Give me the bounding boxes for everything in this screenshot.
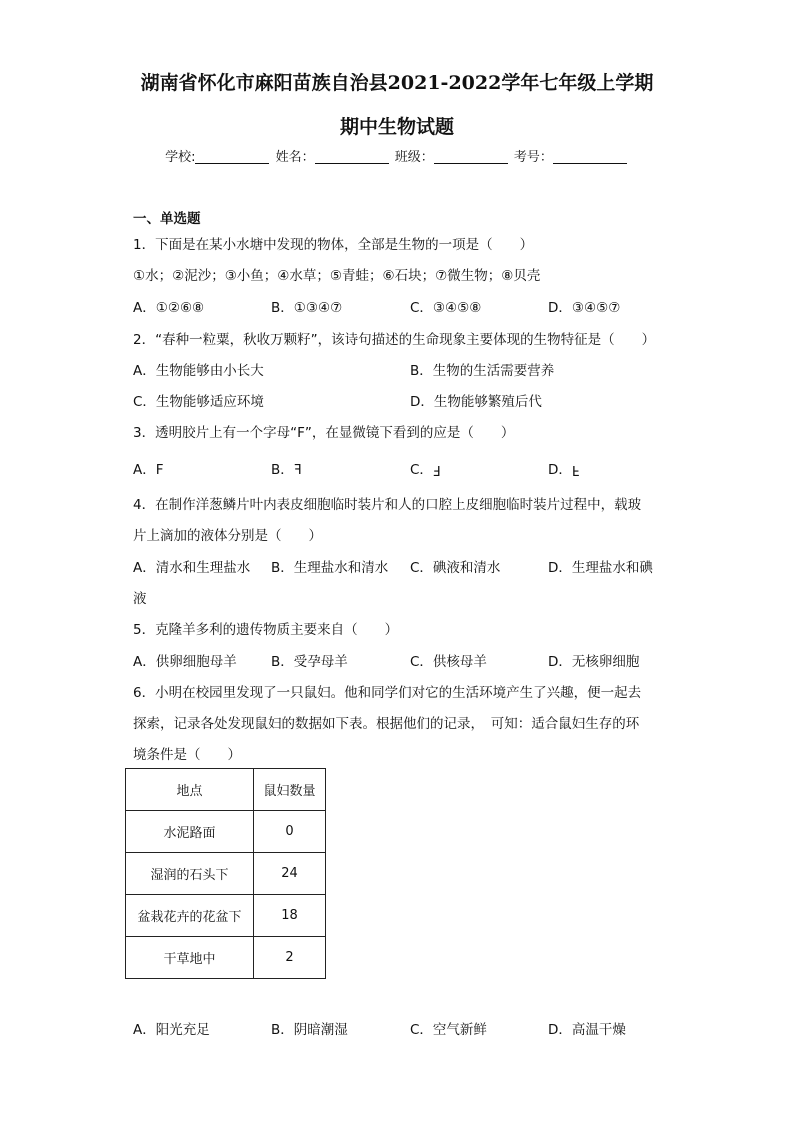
q6-stem-line2: 探索，记录各处发现鼠妇的数据如下表。根据他们的记录， 可知：适合鼠妇生存的环 — [133, 716, 640, 732]
q1-items: ①水；②泥沙；③小鱼；④水草；⑤青蛙；⑥石块；⑦微生物；⑧贝壳 — [133, 268, 541, 284]
q4-option-d-wrap: 液 — [133, 591, 147, 607]
q6-option-c[interactable]: C．空气新鲜 — [410, 1022, 487, 1038]
q6-stem-line3: 境条件是（ ） — [133, 747, 241, 763]
q4-option-d[interactable]: D．生理盐水和碘 — [548, 560, 653, 576]
q4-option-b[interactable]: B．生理盐水和清水 — [271, 560, 389, 576]
q1-stem: 1．下面是在某小水塘中发现的物体，全部是生物的一项是（ ） — [133, 237, 534, 253]
table-header-location: 地点 — [126, 769, 254, 811]
q2-option-b[interactable]: B．生物的生活需要营养 — [410, 363, 555, 379]
q3-option-b-prefix: B． — [271, 462, 294, 478]
table-header-count: 鼠妇数量 — [254, 769, 326, 811]
table-cell-count: 24 — [254, 853, 326, 895]
table-row — [126, 853, 326, 895]
q1-option-b[interactable]: B．①③④⑦ — [271, 300, 343, 316]
q2-option-c[interactable]: C．生物能够适应环境 — [133, 394, 264, 410]
table-cell-location: 湿润的石头下 — [126, 853, 254, 895]
q6-option-a[interactable]: A．阳光充足 — [133, 1022, 210, 1038]
table-row — [126, 895, 326, 937]
q3-stem: 3．透明胶片上有一个字母“F”，在显微镜下看到的应是（ ） — [133, 425, 515, 441]
exam-title-line2: 期中生物试题 — [339, 116, 454, 138]
q3-option-d-glyph: F — [571, 462, 580, 478]
name-field[interactable] — [315, 149, 389, 164]
q1-option-d[interactable]: D．③④⑤⑦ — [548, 300, 621, 316]
table-cell-location: 盆栽花卉的花盆下 — [126, 895, 254, 937]
q3-option-c-prefix: C． — [410, 462, 433, 478]
q3-option-b-glyph: F — [293, 462, 302, 478]
q1-option-c[interactable]: C．③④⑤⑧ — [410, 300, 482, 316]
q3-option-d[interactable] — [548, 458, 580, 478]
table-row — [126, 937, 326, 979]
q3-option-a[interactable] — [133, 458, 164, 478]
q5-option-d[interactable]: D．无核卵细胞 — [548, 654, 640, 670]
table-header-row — [126, 769, 326, 811]
q3-option-b[interactable] — [271, 458, 302, 478]
q4-stem-line1: 4．在制作洋葱鳞片叶内表皮细胞临时装片和人的口腔上皮细胞临时装片过程中，载玻 — [133, 497, 642, 513]
q3-option-a-prefix: A． — [133, 462, 156, 478]
section-title: 一、单选题 — [133, 211, 201, 227]
q5-option-b[interactable]: B．受孕母羊 — [271, 654, 348, 670]
table-cell-count: 0 — [254, 811, 326, 853]
q6-option-d[interactable]: D．高温干燥 — [548, 1022, 626, 1038]
table-row — [126, 811, 326, 853]
school-field[interactable] — [195, 149, 269, 164]
q6-stem-line1: 6．小明在校园里发现了一只鼠妇。他和同学们对它的生活环境产生了兴趣，便一起去 — [133, 685, 642, 701]
class-field[interactable] — [434, 149, 508, 164]
q3-option-d-prefix: D． — [548, 462, 572, 478]
student-info-row — [0, 146, 794, 165]
q5-option-c[interactable]: C．供核母羊 — [410, 654, 487, 670]
number-field[interactable] — [553, 149, 627, 164]
q4-stem-line2: 片上滴加的液体分别是（ ） — [133, 528, 322, 544]
name-label: 姓名： — [275, 150, 315, 165]
table-cell-count: 2 — [254, 937, 326, 979]
table-cell-location: 水泥路面 — [126, 811, 254, 853]
q5-option-a[interactable]: A．供卵细胞母羊 — [133, 654, 237, 670]
q3-option-a-glyph: F — [155, 462, 164, 478]
q4-option-a[interactable]: A．清水和生理盐水 — [133, 560, 251, 576]
q3-option-c[interactable] — [410, 458, 441, 478]
exam-title-line1: 湖南省怀化市麻阳苗族自治县2021-2022学年七年级上学期 — [140, 72, 654, 94]
woodlouse-table — [125, 768, 326, 979]
q1-option-a[interactable]: A．①②⑥⑧ — [133, 300, 205, 316]
q6-option-b[interactable]: B．阴暗潮湿 — [271, 1022, 348, 1038]
q4-option-c[interactable]: C．碘液和清水 — [410, 560, 501, 576]
q3-option-c-glyph: F — [432, 462, 441, 478]
school-label: 学校: — [165, 150, 196, 165]
q2-option-d[interactable]: D．生物能够繁殖后代 — [410, 394, 542, 410]
table-cell-count: 18 — [254, 895, 326, 937]
class-label: 班级： — [394, 150, 434, 165]
q2-option-a[interactable]: A．生物能够由小长大 — [133, 363, 264, 379]
table-cell-location: 干草地中 — [126, 937, 254, 979]
number-label: 考号： — [513, 150, 553, 165]
q2-stem: 2．“春种一粒粟，秋收万颗籽”，该诗句描述的生命现象主要体现的生物特征是（ ） — [133, 332, 656, 348]
q5-stem: 5．克隆羊多利的遗传物质主要来自（ ） — [133, 622, 399, 638]
